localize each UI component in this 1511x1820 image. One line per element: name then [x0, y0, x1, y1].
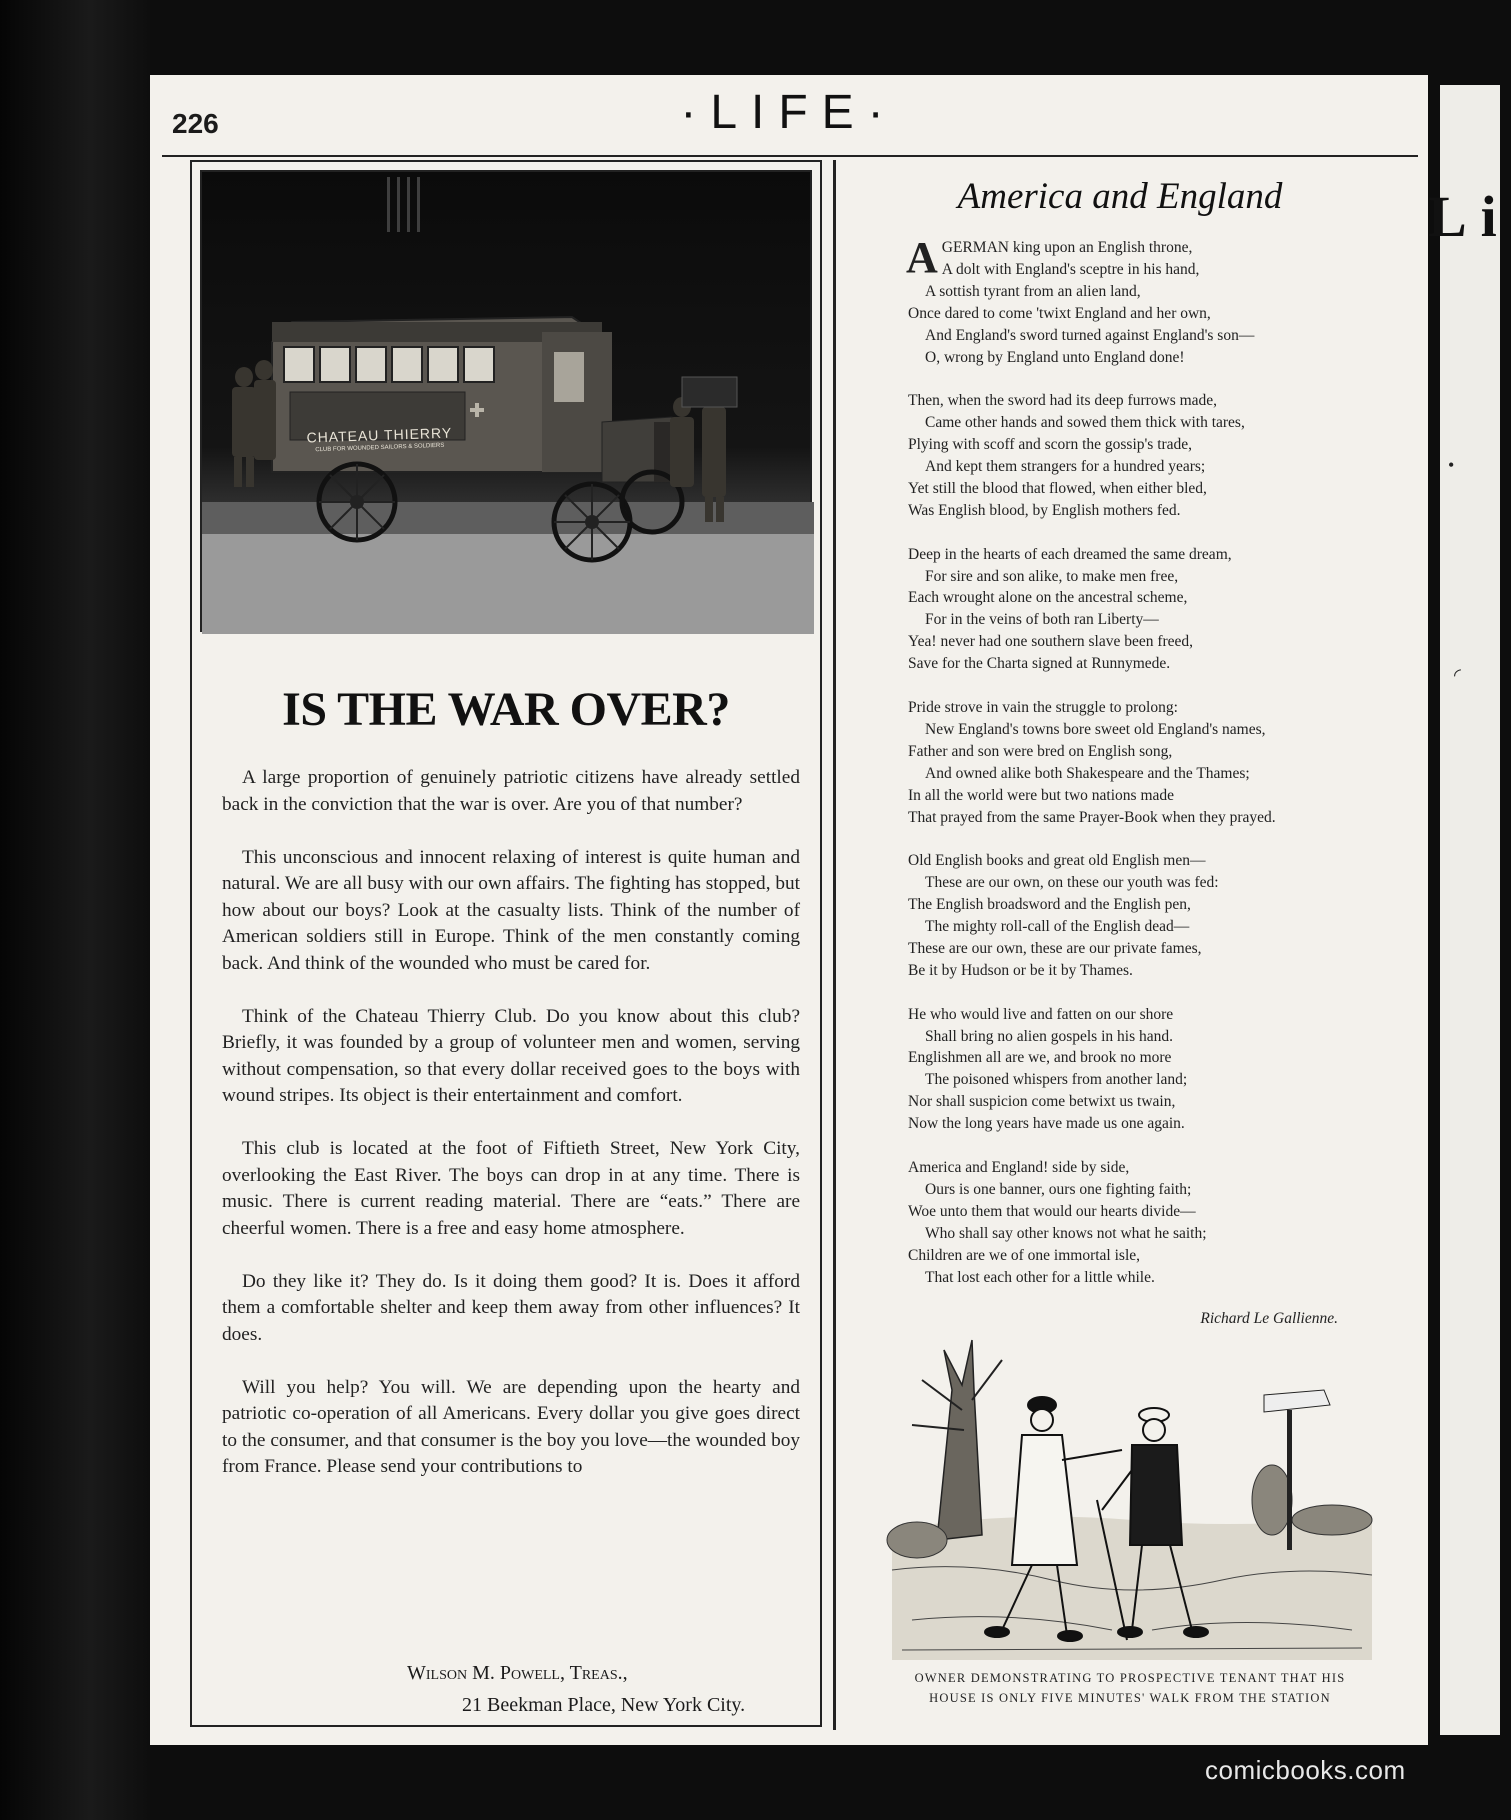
poem-line: Who shall say other knows not what he saith;	[925, 1224, 1207, 1242]
poem-line: The poisoned whispers from another land;	[925, 1071, 1188, 1089]
poem-stanza	[908, 1157, 1388, 1288]
watermark: comicbooks.com	[1205, 1755, 1406, 1785]
vehicle-sign-subtitle: CLUB FOR WOUNDED SAILORS & SOLDIERS	[315, 442, 445, 454]
ad-heading: IS THE WAR OVER?	[282, 683, 730, 736]
page-number: 226	[172, 108, 219, 139]
poem-line: And owned alike both Shakespeare and the Thames;	[925, 764, 1250, 782]
cartoon-caption	[885, 1668, 1375, 1708]
poem-line: Then, when the sword had its deep furrows made,	[908, 392, 1218, 410]
ad-paragraph: Think of the Chateau Thierry Club. Do you know about this club? Briefly, it was founded by a group of volunteer men and women, serving without compensation, so that every dollar received goes to the boys with wound stripes. Its object is their entertainment and comfort.	[222, 1005, 800, 1106]
poem-line: He who would live and fatten on our shore	[908, 1005, 1174, 1023]
poem-stanza	[908, 1004, 1388, 1135]
header-rule	[162, 155, 1418, 157]
poem-line: Pride strove in vain the struggle to prolong:	[908, 698, 1178, 716]
poem-stanza	[906, 233, 1388, 368]
ambulance-illustration	[202, 172, 814, 634]
poem-line: Once dared to come 'twixt England and her own,	[908, 304, 1211, 322]
poem-stanza	[908, 697, 1388, 828]
poem-line: Ours is one banner, ours one fighting faith;	[925, 1180, 1192, 1198]
drop-cap: A	[906, 233, 938, 282]
poem-line: New England's towns bore sweet old England's names,	[925, 720, 1266, 738]
poem-line: And kept them strangers for a hundred years;	[925, 458, 1206, 476]
poem-line: Children are we of one immortal isle,	[908, 1246, 1141, 1264]
column-divider	[833, 160, 836, 1730]
advertisement-box	[190, 160, 822, 1727]
poem-line: The English broadsword and the English pen,	[908, 896, 1191, 914]
adjacent-page-edge: Li • ◜	[1440, 85, 1500, 1735]
signature-name: Wilson M. Powell, Treas.,	[407, 1662, 628, 1684]
poem-line: For sire and son alike, to make men free,	[925, 567, 1179, 585]
ad-body	[222, 765, 800, 1507]
ad-paragraph: A large proportion of genuinely patriotic citizens have already settled back in the conviction that the war is over. Are you of that number?	[222, 767, 800, 815]
poem-line: GERMAN king upon an English throne,	[941, 239, 1193, 256]
vehicle-sign-title: CHATEAU THIERRY	[306, 424, 453, 446]
poem-title: America and England	[957, 176, 1283, 217]
poem-body	[906, 233, 1388, 1330]
poem-line: O, wrong by England unto England done!	[925, 348, 1185, 366]
ad-paragraph: Will you help? You will. We are depending upon the hearty and patriotic co-operation of all Americans. Every dollar you give goes direct to the consumer, and that consumer is the boy you love—the wounded boy from France. Please send your contributions to	[222, 1376, 800, 1477]
magazine-page	[150, 75, 1428, 1745]
poem-line: Deep in the hearts of each dreamed the same dream,	[908, 545, 1232, 563]
ad-paragraph: Do they like it? They do. Is it doing them good? It is. Does it afford them a comfortable shelter and keep them away from other influences? It does.	[222, 1270, 800, 1345]
poem-line: Plying with scoff and scorn the gossip's trade,	[908, 436, 1193, 454]
poem-line: Now the long years have made us one again.	[908, 1115, 1185, 1133]
caption-line-1: OWNER DEMONSTRATING TO PROSPECTIVE TENANT THAT HIS	[914, 1671, 1346, 1685]
poem-line: Save for the Charta signed at Runnymede.	[908, 655, 1171, 673]
poem-line: The mighty roll-call of the English dead—	[925, 918, 1190, 936]
poem-line: Englishmen all are we, and brook no more	[908, 1049, 1172, 1067]
scan-background	[0, 0, 150, 1820]
poem-line: For in the veins of both ran Liberty—	[925, 611, 1159, 629]
poem-line: Nor shall suspicion come betwixt us twain,	[908, 1093, 1176, 1111]
poem-stanza	[908, 544, 1388, 675]
poem-line: In all the world were but two nations made	[908, 786, 1175, 804]
poem-line: Woe unto them that would our hearts divide—	[908, 1202, 1196, 1220]
poem-line: America and England! side by side,	[908, 1158, 1130, 1176]
poem-stanza	[908, 390, 1388, 521]
poem-line: Yea! never had one southern slave been freed,	[908, 633, 1194, 651]
poem-line: These are our own, on these our youth was fed:	[925, 874, 1219, 892]
poem-line: Yet still the blood that flowed, when either bled,	[908, 479, 1207, 497]
poem-line: These are our own, these are our private fames,	[908, 939, 1202, 957]
poem-line: Be it by Hudson or be it by Thames.	[908, 961, 1133, 979]
poem-line: That lost each other for a little while.	[925, 1268, 1155, 1286]
ad-paragraph: This club is located at the foot of Fiftieth Street, New York City, overlooking the East River. The boys can drop in at any time. There is music. There is current reading material. There are “eats.” There are cheerful women. There is a free and easy home atmosphere.	[222, 1138, 800, 1239]
poem-line: A dolt with England's sceptre in his hand,	[941, 260, 1200, 278]
poem-line: Shall bring no alien gospels in his hand.	[925, 1027, 1173, 1045]
poem-line: Came other hands and sowed them thick with tares,	[925, 414, 1245, 432]
poem-line: A sottish tyrant from an alien land,	[925, 282, 1141, 300]
poem-author: Richard Le Gallienne.	[1200, 1310, 1338, 1328]
poem-line: Was English blood, by English mothers fed.	[908, 501, 1181, 519]
ad-paragraph: This unconscious and innocent relaxing of interest is quite human and natural. We are all busy with our own affairs. The fighting has stopped, but how about our boys? Look at the casualty lists. Think of the number of American soldiers still in Europe. Think of the men constantly coming back. And think of the wounded who must be cared for.	[222, 846, 800, 974]
signature-address: 21 Beekman Place, New York City.	[462, 1694, 746, 1716]
poem-line: Father and son were bred on English song,	[908, 742, 1173, 760]
caption-line-2: HOUSE IS ONLY FIVE MINUTES' WALK FROM THE STATION	[929, 1691, 1331, 1705]
adjacent-page-text: Li	[1428, 184, 1511, 249]
masthead: ·LIFE·	[680, 86, 898, 139]
poem-line: Old English books and great old English men—	[908, 852, 1206, 870]
cartoon-drawing	[892, 1330, 1372, 1660]
poem-line: That prayed from the same Prayer-Book when they prayed.	[908, 808, 1276, 826]
ambulance-photo	[200, 170, 812, 632]
cartoon-illustration	[892, 1330, 1372, 1660]
poem-stanza	[908, 850, 1388, 981]
poem-line: Each wrought alone on the ancestral scheme,	[908, 589, 1188, 607]
poem-line: And England's sword turned against England's son—	[925, 326, 1255, 344]
